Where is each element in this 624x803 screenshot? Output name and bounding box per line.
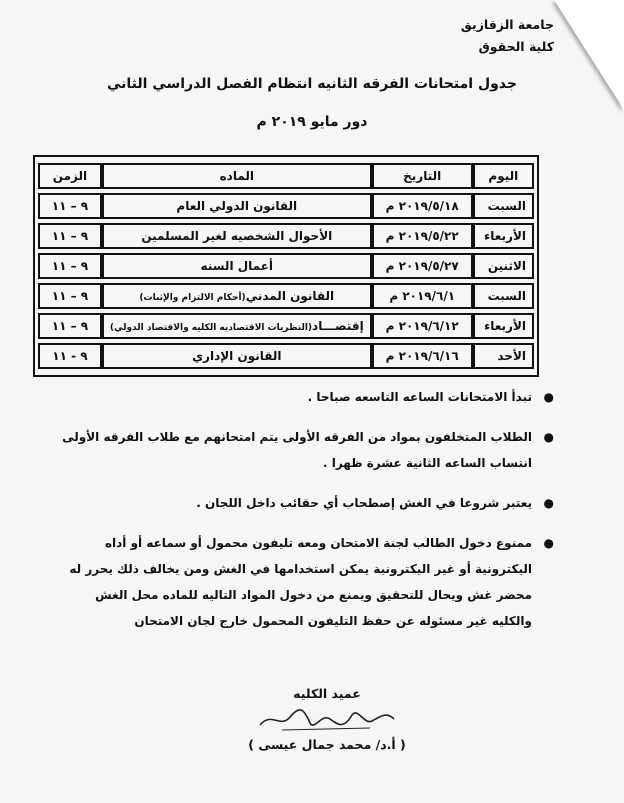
cell-day: السبت xyxy=(473,193,534,219)
cell-day: الاثنين xyxy=(473,253,534,279)
cell-day: الأربعاء xyxy=(473,223,534,249)
note-text: الطلاب المتخلفون بمواد من الفرقه الأولى يتم امتحانهم مع طلاب الفرقه الأولى انتساب الساعه الثانية عشرة ظهرا . xyxy=(62,430,532,470)
header-time: الزمن xyxy=(38,163,102,189)
note-text: يعتبر شروعا في الغش إصطحاب أي حقائب داخل اللجان . xyxy=(196,496,532,510)
header-date: التاريخ xyxy=(372,163,473,189)
table-row xyxy=(38,313,534,339)
bullet-icon: ● xyxy=(543,430,554,444)
university-name: جامعة الزقازيق xyxy=(460,17,554,32)
subject-text: القانون الإداري xyxy=(192,349,282,363)
cell-date: ٢٠١٩/٦/١٦ م xyxy=(372,343,473,369)
cell-subject xyxy=(102,313,372,339)
cell-day: الأربعاء xyxy=(473,313,534,339)
dean-title: عميد الكليه xyxy=(293,686,361,701)
table-row xyxy=(38,283,534,309)
faculty-name: كلية الحقوق xyxy=(478,39,554,54)
signature-block xyxy=(232,686,422,752)
list-item xyxy=(58,424,558,476)
subject-text: القانون المدني xyxy=(245,289,335,303)
cell-time: ٩ – ١١ xyxy=(38,253,102,279)
cell-time: ٩ – ١١ xyxy=(38,283,102,309)
table-row xyxy=(38,253,534,279)
subject-note: (النظريات الاقتصاديه الكليه والاقتصاد الدولي) xyxy=(109,323,313,333)
exam-schedule-table xyxy=(33,155,539,377)
cell-time: ٩ – ١١ xyxy=(38,193,102,219)
handwritten-signature-icon xyxy=(252,703,402,735)
header-day: اليوم xyxy=(473,163,534,189)
list-item xyxy=(58,384,558,410)
list-item xyxy=(58,530,558,634)
cell-subject xyxy=(102,283,372,309)
cell-subject xyxy=(102,193,372,219)
cell-day: السبت xyxy=(473,283,534,309)
note-text: ممنوع دخول الطالب لجنة الامتحان ومعه تليفون محمول أو سماعه أو أداه اليكترونية أو غير اليكترونية يمكن استخدامها في الغش ومن يخالف ذلك يحرر له محضر غش ويحال للتحقيق ويمنع من دخول المواد التاليه للماده محل الغش والكليه غير مسئوله عن حفظ التليفون المحمول خارج لجان الامتحان xyxy=(69,536,532,628)
header-subject: الماده xyxy=(102,163,372,189)
document-title: جدول امتحانات الفرقه الثانيه انتظام الفصل الدراسي الثاني xyxy=(107,76,517,92)
cell-time: ٩ - ١١ xyxy=(38,343,102,369)
table-row xyxy=(38,343,534,369)
instructions-list xyxy=(58,384,558,648)
exam-session: دور مايو ٢٠١٩ م xyxy=(256,114,368,130)
cell-date: ٢٠١٩/٦/١٢ م xyxy=(372,313,473,339)
subject-text: الأحوال الشخصيه لغير المسلمين xyxy=(141,229,333,243)
cell-subject xyxy=(102,253,372,279)
subject-note: (أحكام الالتزام والإثبات) xyxy=(139,293,246,303)
subject-text: أعمال السنه xyxy=(200,259,274,273)
table-row xyxy=(38,223,534,249)
subject-text: إقتصـــاد xyxy=(312,319,364,333)
list-item xyxy=(58,490,558,516)
cell-date: ٢٠١٩/٥/٢٢ م xyxy=(372,223,473,249)
cell-time: ٩ – ١١ xyxy=(38,223,102,249)
cell-date: ٢٠١٩/٦/١ م xyxy=(372,283,473,309)
bullet-icon: ● xyxy=(543,390,554,404)
dean-name: ( أ.د/ محمد جمال عيسى ) xyxy=(248,737,406,752)
cell-date: ٢٠١٩/٥/٢٧ م xyxy=(372,253,473,279)
cell-date: ٢٠١٩/٥/١٨ م xyxy=(372,193,473,219)
note-text: تبدأ الامتحانات الساعه التاسعه صباحا . xyxy=(307,390,532,404)
cell-subject xyxy=(102,343,372,369)
table-header-row xyxy=(38,163,534,189)
folded-corner xyxy=(554,0,624,110)
subject-text: القانون الدولي العام xyxy=(176,199,298,213)
bullet-icon: ● xyxy=(543,536,554,550)
cell-time: ٩ – ١١ xyxy=(38,313,102,339)
letterhead xyxy=(461,14,554,58)
cell-subject xyxy=(102,223,372,249)
table-row xyxy=(38,193,534,219)
bullet-icon: ● xyxy=(543,496,554,510)
cell-day: الأحد xyxy=(473,343,534,369)
